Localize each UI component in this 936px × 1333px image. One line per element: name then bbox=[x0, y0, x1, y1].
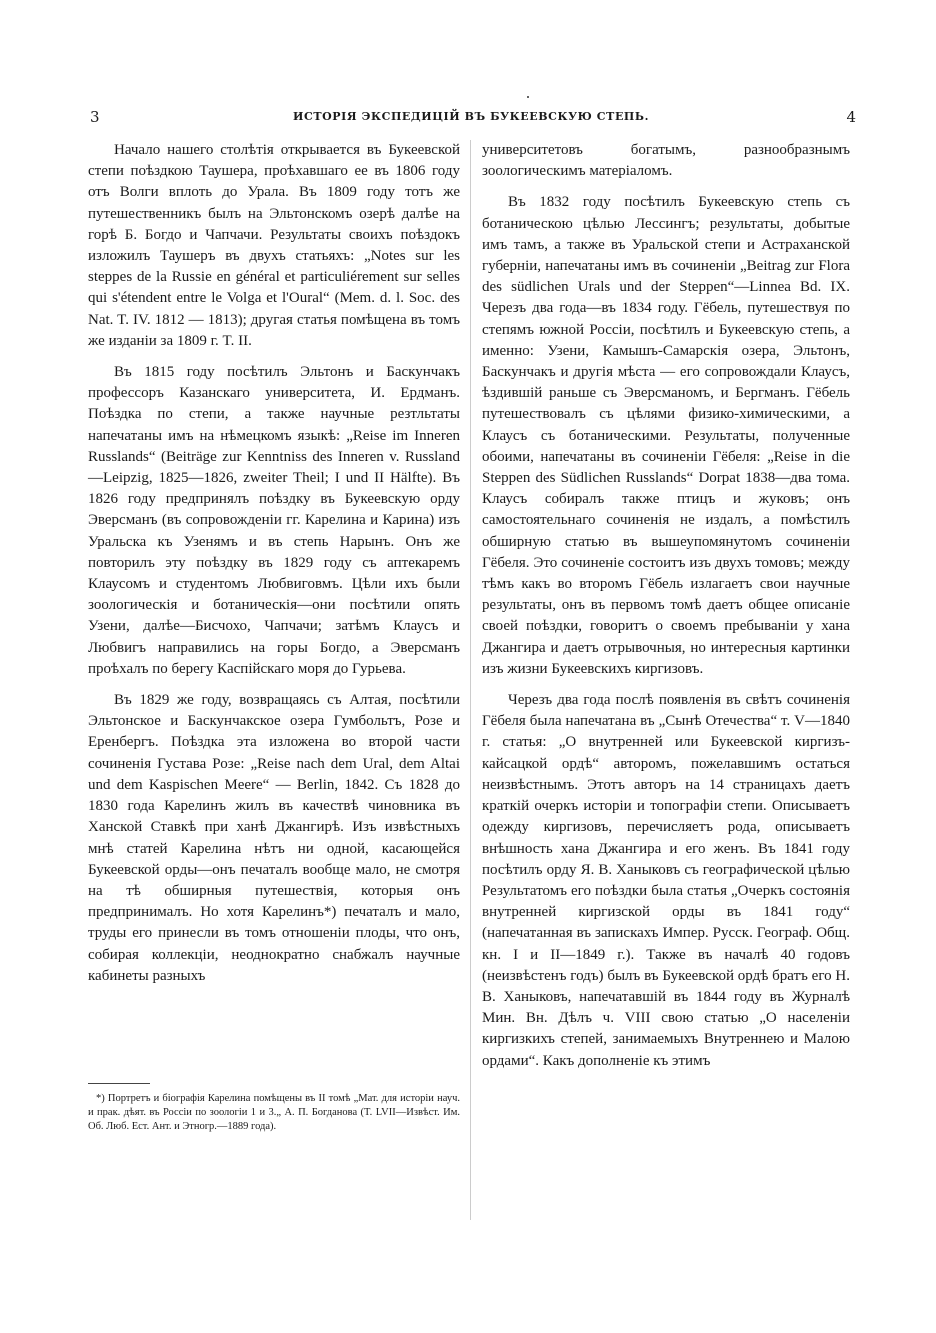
page-number-right: 4 bbox=[846, 108, 856, 126]
paragraph: Въ 1815 году посѣтилъ Эльтонъ и Баскунчакъ профессоръ Казанскаго университета, И. Ердманъ. Поѣздка по степи, а также научные резтльтаты напечатаны имъ на нѣмецкомъ языкѣ: „Reise im Inneren Russlands“ (Beiträge zur Kenntniss des Inneren v. Russland—Leipzig, 1825—1826, zweiter Theil; I und II Hälfte). Въ 1826 году предпринялъ поѣздку въ Букеевскую орду Эверсманъ (въ сопровожденіи гг. Карелина и Карина) изъ Уральска къ Узенямъ и въ степь Нарынъ. Онъ же повторилъ эту поѣздку въ 1829 году съ аптекаремъ Клаусомъ и студентомъ Любвиговмъ. Цѣли ихъ были зоологическія и ботаническія—они посѣтили опять Узени, далѣе—Бисчохо, Чапчачи; затѣмъ Клаусъ и Любвигъ направились на горы Богдо, а Эверсманъ проѣхалъ по берегу Каспійскаго моря до Гурьева. bbox=[88, 364, 460, 677]
footnote-rule bbox=[88, 1083, 150, 1084]
running-title: ИСТОРІЯ ЭКСПЕДИЦІЙ ВЪ БУКЕЕВСКУЮ СТЕПЬ. bbox=[292, 110, 650, 123]
scan-speck bbox=[527, 96, 529, 98]
right-column bbox=[482, 140, 850, 1082]
running-header bbox=[86, 108, 856, 128]
paragraph: Въ 1829 же году, возвращаясь съ Алтая, посѣтили Эльтонское и Баскунчакское озера Гумбольтъ, Розе и Еренбергъ. Поѣздка эта изложена во второй части сочиненія Густава Розе: „Reise nach dem Ural, dem Altai und dem Kaspischen Meere“ — Berlin, 1842. Съ 1828 до 1830 года Карелинъ жилъ въ качествѣ чиновника въ Ханской Ставкѣ при ханѣ Джангирѣ. Изъ извѣстныхъ мнѣ статей Карелина нѣтъ ни одной, касающейся Букеевской орды—онъ печаталъ вообще мало, не смотря на тѣ обширныя путешествія, которыя онъ предпринималъ. Но хотя Карелинъ*) печаталъ и мало, труды его принесли въ томъ отношеніи плоды, что онъ, собирая коллекціи, неоднократно снабжалъ научные кабинеты разныхъ bbox=[88, 692, 460, 984]
paragraph: Въ 1832 году посѣтилъ Букеевскую степь съ ботаническою цѣлью Лессингъ; результаты, добытые имъ тамъ, а также въ Уральской степи и Астраханской губерніи, напечатаны имъ въ сочиненіи „Beitrag zur Flora des südlichen Urals und der Steppen“—Linnea Bd. IX. Черезъ два года—въ 1834 году. Гёбель, путешествуя по степямъ южной Россіи, посѣтилъ и Букеевскую степь, а именно: Узени, Камышъ-Самарскія озера, Эльтонъ, Баскунчакъ и другія мѣста — его сопровождали Клаусъ, ѣздившій раньше съ Эверсманомъ, и Бергманъ. Гёбель путешествовалъ съ цѣлями физико-химическими, а Клаусъ съ ботаническими. Результаты, полученные обоими, напечатаны въ сочиненіи Гёбеля: „Reise in die Steppen des Südlichen Russlands“ Dorpat 1838—два тома. Клаусъ собиралъ также птицъ и жуковъ; онъ самостоятельнаго сочиненія не издалъ, а помѣстилъ обширную статью въ вышеупомянутомъ сочиненіи Гёбеля. Это сочиненіе состоитъ изъ двухъ томовъ; между тѣмъ какъ во второмъ Гёбель излагаетъ свои научные результаты, онъ въ первомъ томѣ даетъ общее описаніе своей поѣздки, говоритъ о своемъ пребываніи у хана Джангира и даетъ отрывочныя, но интересныя картинки изъ жизни Букеевскихъ киргизовъ. bbox=[482, 194, 850, 677]
paragraph: Начало нашего столѣтія открывается въ Букеевской степи поѣздкою Таушера, проѣхавшаго ее въ 1806 году отъ Волги вплоть до Урала. Въ 1809 году тотъ же путешественникъ былъ на Эльтонскомъ озерѣ далѣе на горѣ Б. Богдо и Чапчачи. Результаты своихъ поѣздокъ изложилъ Таушеръ въ двухъ статьяхъ: „Notes sur les steppes de la Russie en général et particuliérement sur selles qui s'étendent entre le Volga et l'Oural“ (Mem. d. l. Soc. des Nat. T. IV. 1812 — 1813); другая статья помѣщена въ томъ же изданіи за 1809 г. T. II. bbox=[88, 142, 460, 349]
page-number-left: 3 bbox=[90, 108, 100, 126]
column-divider bbox=[470, 140, 471, 1220]
paragraph: Черезъ два года послѣ появленія въ свѣтъ сочиненія Гёбеля была напечатана въ „Сынѣ Отечества“ т. V—1840 г. статья: „О внутренней или Букеевской киргизъ-кайсацкой ордѣ“ авторомъ, пожелавшимъ остаться неизвѣстнымъ. Этотъ авторъ на 14 страницахъ даетъ краткій очеркъ исторіи и топографіи степи. Описываетъ одежду киргизовъ, перечисляетъ рода, описываетъ внѣшность хана Джангира и его женъ. Въ 1841 году посѣтилъ орду Я. В. Ханыковъ съ географической цѣлью Результатомъ его поѣздки была статья „Очеркъ состоянія внутренней киргизской орды въ 1841 году“ (напечатанная въ запискахъ Импер. Русск. Географ. Общ. кн. I и II—1849 г.). Также въ началѣ 40 годовъ (неизвѣстенъ годъ) былъ въ Букеевской ордѣ братъ его Н. В. Ханыковъ, напечатавшій въ 1844 году въ Журналѣ Мин. Вн. Дѣлъ ч. VIII свою статью „О населеніи киргизкихъ степей, занимаемыхъ Внутреннею и Малою ордами“. Какъ дополненіе къ этимъ bbox=[482, 692, 850, 1069]
left-column bbox=[88, 140, 460, 997]
paragraph-continued: университетовъ богатымъ, разнообразнымъ зоологическимъ матеріаломъ. bbox=[482, 142, 850, 180]
footnote: *) Портретъ и біографія Карелина помѣщены въ II томѣ „Мат. для исторіи науч. и прак. дѣят. въ Россіи по зоологіи 1 и 3.„ А. П. Богданова (T. LVII—Извѣст. Им. Об. Люб. Ест. Ант. и Этногр.—1889 года). bbox=[88, 1093, 460, 1132]
